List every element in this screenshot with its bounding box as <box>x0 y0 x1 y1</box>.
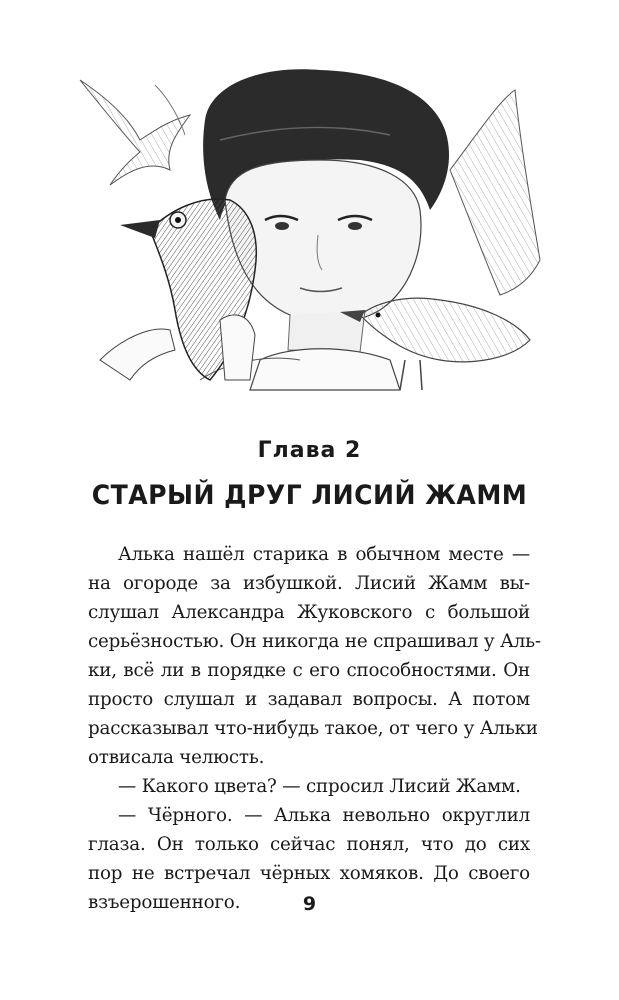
text-line: слушал Александра Жуковского с большой <box>88 602 530 623</box>
text-line: серьёзностью. Он никогда не спрашивал у Аль- <box>88 631 541 652</box>
crow-held <box>100 199 256 380</box>
text-line: — Какого цвета? — спросил Лисий Жамм. <box>118 776 521 797</box>
page-number: 9 <box>302 893 317 915</box>
text-line: ки, всё ли в порядке с его способностями. Он <box>88 660 530 681</box>
text-line: взъерошенного. <box>88 892 241 913</box>
text-line: просто слушал и задавал вопросы. А потом <box>88 689 530 710</box>
text-line: — Чёрного. — Алька невольно округлил <box>118 805 530 826</box>
text-line: глаза. Он только сейчас понял, что до сих <box>88 834 530 855</box>
chapter-illustration <box>60 60 560 405</box>
chapter-number: Глава 2 <box>257 438 362 463</box>
text-line: Алька нашёл старика в обычном месте — <box>118 544 530 565</box>
text-line: на огороде за избушкой. Лисий Жамм вы- <box>88 573 530 594</box>
text-line: пор не встречал чёрных хомяков. До своего <box>88 863 530 884</box>
text-line: отвисала челюсть. <box>88 747 265 768</box>
flying-bird-left <box>80 80 190 185</box>
chapter-title: СТАРЫЙ ДРУГ ЛИСИЙ ЖАММ <box>91 480 528 511</box>
text-line: рассказывал что-нибудь такое, от чего у Альки <box>88 718 538 739</box>
body-text <box>88 540 541 917</box>
